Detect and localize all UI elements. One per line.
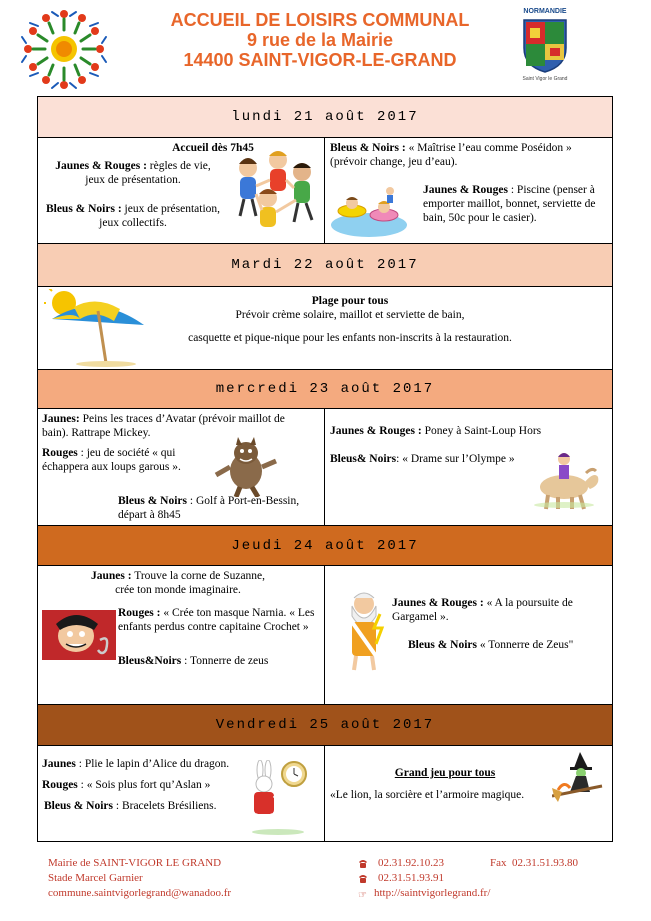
footer-mairie: Mairie de SAINT-VIGOR LE GRAND [48, 857, 222, 869]
day-label: lundi 21 août 2017 [231, 109, 419, 125]
white-rabbit-image [238, 760, 312, 836]
witch-on-broom-image [552, 752, 608, 804]
tuesday-row [38, 287, 612, 370]
footer-phone-1: 02.31.92.10.23 [378, 857, 444, 869]
normandie-label: NORMANDIE [523, 8, 567, 15]
day-label: mercredi 23 août 2017 [215, 381, 435, 397]
day-label: Jeudi 24 août 2017 [231, 538, 419, 554]
day-header-monday [38, 97, 612, 138]
thursday-left-p1: Jaunes : Trouve la corne de Suzanne, crée ton monde imaginaire. [90, 570, 266, 596]
thursday-left-p3: Bleus&Noirs : Tonnerre de zeus [118, 655, 269, 667]
thursday-right-p2: Bleus & Noirs « Tonnerre de Zeus" [408, 639, 574, 651]
day-header-thursday [38, 526, 612, 566]
footer-email[interactable]: commune.saintvigorlegrand@wanadoo.fr [48, 887, 232, 899]
werewolf-image [206, 437, 286, 497]
monday-right-p1: Bleus & Noirs : « Maîtrise l’eau comme Poséidon » (prévoir change, jeu d’eau). [330, 142, 572, 168]
monday-right-p2: Jaunes & Rouges : Piscine (penser à emporter maillot, bonnet, serviette de bain, 50c pour le casier). [423, 184, 596, 224]
monday-left-heading: Accueil dès 7h45 [172, 142, 254, 154]
phone-icon [358, 873, 368, 888]
weekly-program-table [37, 96, 613, 842]
friday-right-text: «Le lion, la sorcière et l’armoire magique. [330, 789, 525, 801]
thursday-right-p1: Jaunes & Rouges : « A la poursuite de Gargamel ». [392, 597, 573, 623]
footer [0, 850, 651, 921]
footer-fax: 02.31.51.93.80 [512, 857, 578, 869]
monday-left-p1: Jaunes & Rouges : règles de vie, jeux de présentation. [55, 160, 211, 186]
thursday-row [38, 566, 612, 705]
footer-phone-2: 02.31.51.93.91 [378, 872, 444, 884]
phone-icon [358, 858, 368, 873]
day-header-wednesday [38, 370, 612, 409]
footer-website[interactable]: http://saintvigorlegrand.fr/ [374, 887, 491, 899]
title-line-1: ACCUEIL DE LOISIRS COMMUNAL [170, 10, 470, 30]
zeus-image [338, 590, 390, 676]
cursor-icon: ☞ [358, 890, 367, 901]
monday-left-p2: Bleus & Noirs : jeux de présentation, jeux collectifs. [45, 203, 221, 229]
tuesday-line-1: Prévoir crème solaire, maillot et serviette de bain, [235, 309, 465, 321]
crest-caption: Saint Vigor le Grand [522, 76, 568, 82]
crest-shield-icon [522, 18, 568, 74]
day-label: Mardi 22 août 2017 [231, 257, 419, 273]
pool-swimmers-image [330, 183, 408, 239]
wednesday-left-p2: Rouges : jeu de société « qui échappera aux loups garous ». [42, 447, 181, 473]
day-label: Vendredi 25 août 2017 [215, 717, 435, 733]
wednesday-left-p3: Bleus & Noirs : Golf à Port-en-Bessin, départ à 8h45 [118, 495, 300, 521]
day-header-friday [38, 705, 612, 746]
friday-left-p2: Rouges : « Sois plus fort qu’Aslan » [42, 779, 211, 791]
wednesday-right-p1: Jaunes & Rouges : Poney à Saint-Loup Hors [330, 425, 542, 437]
thursday-left-p2: Rouges : « Crée ton masque Narnia. « Les enfants perdus contre capitaine Crochet » [118, 607, 315, 633]
day-header-tuesday [38, 244, 612, 287]
children-playing-image [228, 146, 320, 234]
pony-rider-image [528, 449, 602, 511]
normandie-crest [518, 8, 572, 88]
title-line-3: 14400 SAINT-VIGOR-LE-GRAND [183, 50, 457, 70]
wednesday-right-p2: Bleus& Noirs: « Drame sur l’Olympe » [330, 453, 515, 465]
header [0, 0, 651, 92]
captain-hook-image [42, 610, 116, 660]
page-title [130, 10, 510, 70]
wednesday-left-p1: Jaunes: Peins les traces d’Avatar (prévoir maillot de bain). Rattrape Mickey. [42, 413, 285, 439]
tuesday-line-2: casquette et pique-nique pour les enfants non-inscrits à la restauration. [188, 332, 512, 344]
sun-children-logo [20, 6, 108, 92]
footer-stade: Stade Marcel Garnier [48, 872, 143, 884]
tuesday-heading: Plage pour tous [311, 295, 389, 307]
friday-row [38, 746, 612, 841]
footer-fax-label: Fax [490, 857, 507, 869]
friday-right-heading: Grand jeu pour tous [394, 767, 496, 779]
friday-left-p3: Bleus & Noirs : Bracelets Brésiliens. [44, 800, 217, 812]
friday-left-p1: Jaunes : Plie le lapin d’Alice du dragon. [42, 758, 230, 770]
monday-row [38, 138, 612, 244]
title-line-2: 9 rue de la Mairie [246, 30, 394, 50]
wednesday-row [38, 409, 612, 526]
